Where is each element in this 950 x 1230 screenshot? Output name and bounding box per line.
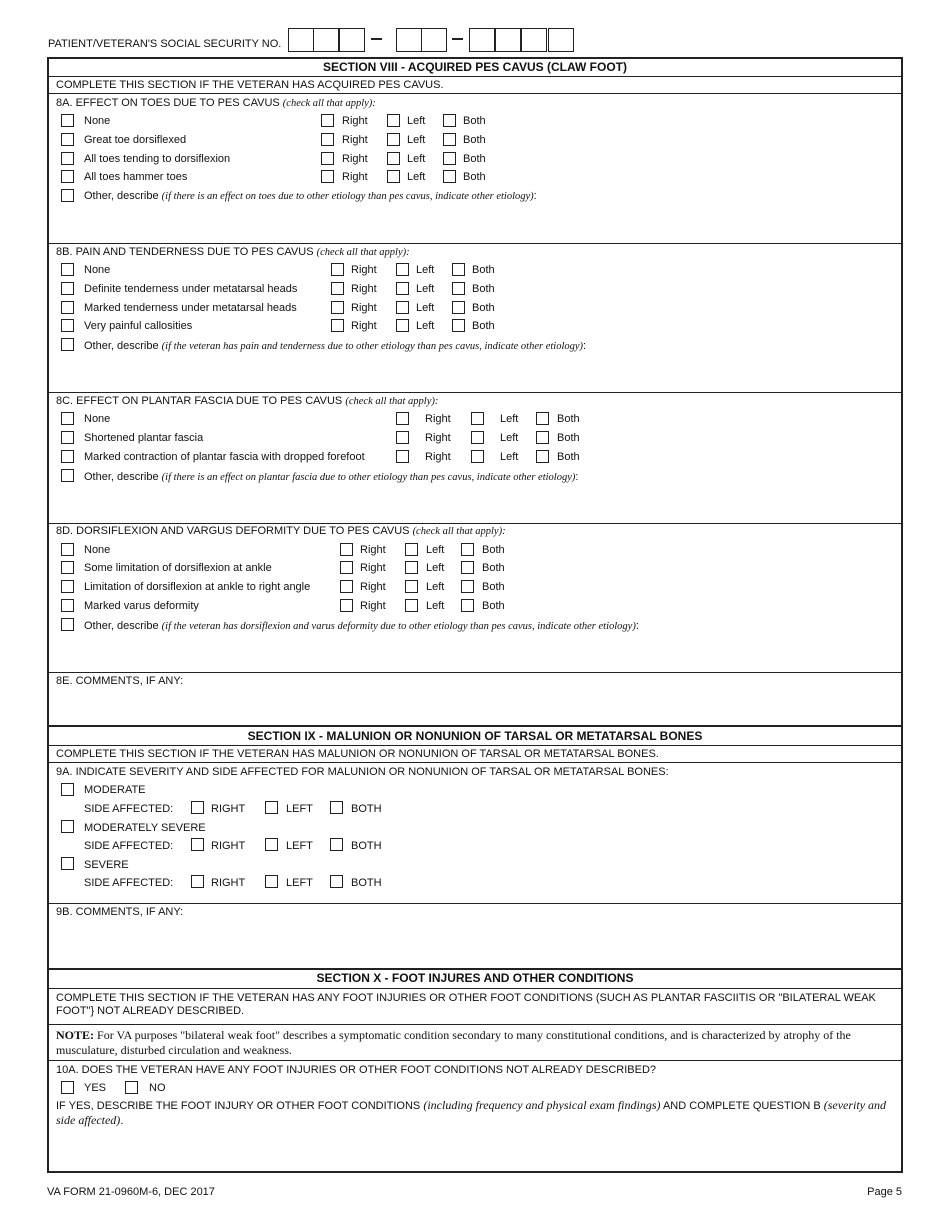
ssn-digit-box[interactable] [288, 28, 314, 52]
right-checkbox[interactable] [331, 263, 344, 276]
left-label: Left [426, 562, 445, 574]
ssn-digit-box[interactable] [421, 28, 447, 52]
q8b-none-checkbox[interactable] [61, 263, 74, 276]
right-checkbox[interactable] [331, 282, 344, 295]
both-checkbox[interactable] [536, 412, 549, 425]
right-label: Right [342, 153, 368, 165]
q8a-great-toe-checkbox[interactable] [61, 133, 74, 146]
q9b-title: 9B. COMMENTS, IF ANY: [56, 906, 184, 918]
section-8-title: SECTION VIII - ACQUIRED PES CAVUS (CLAW FOOT) [322, 60, 627, 74]
side-affected-label: SIDE AFFECTED: [84, 803, 174, 815]
q8c-title: 8C. EFFECT ON PLANTAR FASCIA DUE TO PES CAVUS (check all that apply): [56, 395, 439, 407]
right-checkbox[interactable] [321, 152, 334, 165]
both-label: Both [482, 562, 505, 574]
option-label: Some limitation of dorsiflexion at ankle [84, 562, 272, 574]
left-checkbox[interactable] [265, 801, 278, 814]
right-checkbox[interactable] [191, 838, 204, 851]
q8d-marked-varus-checkbox[interactable] [61, 599, 74, 612]
both-checkbox[interactable] [443, 133, 456, 146]
q8a-other-checkbox[interactable] [61, 189, 74, 202]
right-label: RIGHT [211, 803, 246, 815]
no-checkbox[interactable] [125, 1081, 138, 1094]
q8b-painful-callosities-checkbox[interactable] [61, 319, 74, 332]
both-label: BOTH [351, 877, 382, 889]
right-label: RIGHT [211, 840, 246, 852]
both-checkbox[interactable] [443, 152, 456, 165]
other-describe-label: Other, describe (if there is an effect on plantar fascia due to other etiology than pes cavus, indicate other etiology): [84, 471, 579, 483]
right-label: Right [360, 600, 386, 612]
severe-checkbox[interactable] [61, 857, 74, 870]
right-checkbox[interactable] [396, 431, 409, 444]
right-label: RIGHT [211, 877, 246, 889]
both-label: Both [472, 283, 495, 295]
both-checkbox[interactable] [330, 801, 343, 814]
section-10-note: NOTE: For VA purposes "bilateral weak foot" describes a symptomatic condition secondary to many constitutional conditions, and is characterized by atrophy of the musculature, disturbed circulation and weakness. [56, 1028, 851, 1057]
left-label: Left [407, 171, 426, 183]
both-checkbox[interactable] [461, 543, 474, 556]
option-label: All toes hammer toes [84, 171, 188, 183]
divider [48, 762, 902, 763]
right-label: Right [342, 171, 368, 183]
ssn-digit-box[interactable] [339, 28, 365, 52]
section-8-instruction: COMPLETE THIS SECTION IF THE VETERAN HAS ACQUIRED PES CAVUS. [56, 79, 444, 91]
divider [48, 523, 902, 524]
divider [48, 988, 902, 989]
both-label: Both [482, 581, 505, 593]
divider [48, 392, 902, 393]
ssn-digit-box[interactable] [495, 28, 521, 52]
q8b-marked-tenderness-checkbox[interactable] [61, 301, 74, 314]
left-label: Left [416, 264, 435, 276]
left-label: Left [426, 544, 445, 556]
side-affected-label: SIDE AFFECTED: [84, 877, 174, 889]
divider [48, 1024, 902, 1025]
side-affected-label: SIDE AFFECTED: [84, 840, 174, 852]
right-checkbox[interactable] [191, 875, 204, 888]
both-checkbox[interactable] [536, 431, 549, 444]
left-label: Left [407, 134, 426, 146]
both-checkbox[interactable] [461, 580, 474, 593]
option-label: Shortened plantar fascia [84, 432, 204, 444]
q8a-none-checkbox[interactable] [61, 114, 74, 127]
right-checkbox[interactable] [331, 301, 344, 314]
q9b-comments-field[interactable] [56, 921, 896, 966]
q10a-description-field[interactable] [56, 1130, 896, 1168]
divider [48, 76, 902, 77]
left-label: LEFT [286, 877, 313, 889]
left-label: Left [416, 302, 435, 314]
left-checkbox[interactable] [396, 263, 409, 276]
left-label: Left [416, 283, 435, 295]
q8c-other-checkbox[interactable] [61, 469, 74, 482]
option-label: None [84, 544, 111, 556]
left-label: Left [407, 115, 426, 127]
both-label: Both [557, 432, 580, 444]
ssn-digit-box[interactable] [313, 28, 339, 52]
left-label: Left [426, 600, 445, 612]
both-checkbox[interactable] [452, 263, 465, 276]
left-checkbox[interactable] [405, 543, 418, 556]
section-10-title: SECTION X - FOOT INJURES AND OTHER CONDITIONS [316, 971, 634, 985]
q8d-none-checkbox[interactable] [61, 543, 74, 556]
q10a-description: IF YES, DESCRIBE THE FOOT INJURY OR OTHER FOOT CONDITIONS (including frequency and physical exam findings) AND COMPLETE QUESTION B (severity and side affected). [56, 1098, 887, 1127]
right-label: Right [342, 134, 368, 146]
both-label: Both [472, 302, 495, 314]
right-checkbox[interactable] [396, 450, 409, 463]
q8b-title: 8B. PAIN AND TENDERNESS DUE TO PES CAVUS (check all that apply): [56, 246, 410, 258]
divider [48, 903, 902, 904]
both-checkbox[interactable] [461, 561, 474, 574]
q8a-hammer-toes-checkbox[interactable] [61, 170, 74, 183]
yes-checkbox[interactable] [61, 1081, 74, 1094]
both-label: Both [557, 451, 580, 463]
q8a-title: 8A. EFFECT ON TOES DUE TO PES CAVUS (check all that apply): [56, 97, 376, 109]
severity-label: MODERATELY SEVERE [84, 822, 206, 834]
both-checkbox[interactable] [452, 282, 465, 295]
left-label: Left [500, 451, 519, 463]
right-label: Right [351, 320, 377, 332]
left-checkbox[interactable] [387, 114, 400, 127]
divider [48, 93, 902, 94]
option-label: All toes tending to dorsiflexion [84, 153, 231, 165]
section-10-instruction: COMPLETE THIS SECTION IF THE VETERAN HAS ANY FOOT INJURIES OR OTHER FOOT CONDITIONS (SUCH AS PLANTAR FASCIITIS OR "BILATERAL WEAK FOOT"} NOT ALREADY DESCRIBED. [56, 992, 876, 1017]
right-label: Right [425, 432, 451, 444]
both-checkbox[interactable] [536, 450, 549, 463]
section-divider [48, 968, 902, 970]
option-label: Definite tenderness under metatarsal heads [84, 283, 298, 295]
ssn-digit-box[interactable] [469, 28, 495, 52]
left-label: LEFT [286, 840, 313, 852]
right-checkbox[interactable] [331, 319, 344, 332]
other-describe-label: Other, describe (if there is an effect on toes due to other etiology than pes cavus, indicate other etiology): [84, 190, 537, 202]
form-id: VA FORM 21-0960M-6, DEC 2017 [47, 1186, 215, 1198]
right-checkbox[interactable] [340, 543, 353, 556]
right-checkbox[interactable] [191, 801, 204, 814]
left-label: Left [407, 153, 426, 165]
q8d-title: 8D. DORSIFLEXION AND VARGUS DEFORMITY DUE TO PES CAVUS (check all that apply): [56, 525, 506, 537]
left-checkbox[interactable] [387, 152, 400, 165]
left-checkbox[interactable] [405, 580, 418, 593]
divider [48, 672, 902, 673]
other-describe-label: Other, describe (if the veteran has dorsiflexion and varus deformity due to other etiology than pes cavus, indicate other etiology): [84, 620, 639, 632]
q8c-marked-contraction-checkbox[interactable] [61, 450, 74, 463]
left-checkbox[interactable] [396, 282, 409, 295]
section-9-title: SECTION IX - MALUNION OR NONUNION OF TARSAL OR METATARSAL BONES [247, 729, 703, 743]
right-checkbox[interactable] [340, 580, 353, 593]
left-checkbox[interactable] [471, 412, 484, 425]
q8b-definite-tenderness-checkbox[interactable] [61, 282, 74, 295]
ssn-digit-box[interactable] [396, 28, 422, 52]
no-label: NO [149, 1082, 166, 1094]
left-label: Left [500, 413, 519, 425]
right-label: Right [351, 302, 377, 314]
both-checkbox[interactable] [461, 599, 474, 612]
divider [48, 745, 902, 746]
q8d-limitation-right-angle-checkbox[interactable] [61, 580, 74, 593]
left-checkbox[interactable] [405, 561, 418, 574]
moderately-severe-checkbox[interactable] [61, 820, 74, 833]
both-label: Both [472, 320, 495, 332]
option-label: Limitation of dorsiflexion at ankle to right angle [84, 581, 311, 593]
yes-label: YES [84, 1082, 107, 1094]
both-checkbox[interactable] [452, 301, 465, 314]
q10a-title: 10A. DOES THE VETERAN HAVE ANY FOOT INJURIES OR OTHER FOOT CONDITIONS NOT ALREADY DESCRIBED? [56, 1064, 657, 1076]
both-checkbox[interactable] [443, 170, 456, 183]
both-label: Both [463, 171, 486, 183]
both-label: BOTH [351, 840, 382, 852]
moderate-checkbox[interactable] [61, 783, 74, 796]
ssn-label: PATIENT/VETERAN'S SOCIAL SECURITY NO. [48, 38, 282, 50]
right-checkbox[interactable] [340, 599, 353, 612]
both-label: Both [463, 115, 486, 127]
ssn-digit-box[interactable] [548, 28, 574, 52]
left-label: Left [426, 581, 445, 593]
right-label: Right [360, 544, 386, 556]
q8d-some-limitation-checkbox[interactable] [61, 561, 74, 574]
q8c-none-checkbox[interactable] [61, 412, 74, 425]
q8a-all-toes-dorsiflexion-checkbox[interactable] [61, 152, 74, 165]
right-checkbox[interactable] [396, 412, 409, 425]
both-checkbox[interactable] [452, 319, 465, 332]
section-9-instruction: COMPLETE THIS SECTION IF THE VETERAN HAS MALUNION OR NONUNION OF TARSAL OR METATARSAL BONES. [56, 748, 659, 760]
q9a-title: 9A. INDICATE SEVERITY AND SIDE AFFECTED FOR MALUNION OR NONUNION OF TARSAL OR METATARSAL BONES: [56, 766, 669, 778]
both-label: Both [463, 153, 486, 165]
left-checkbox[interactable] [405, 599, 418, 612]
ssn-dash [371, 38, 382, 40]
right-label: Right [351, 264, 377, 276]
left-checkbox[interactable] [387, 133, 400, 146]
q8e-title: 8E. COMMENTS, IF ANY: [56, 675, 184, 687]
both-label: Both [482, 544, 505, 556]
right-label: Right [425, 413, 451, 425]
right-label: Right [360, 581, 386, 593]
left-label: Left [416, 320, 435, 332]
both-label: BOTH [351, 803, 382, 815]
right-label: Right [425, 451, 451, 463]
severity-label: MODERATE [84, 784, 146, 796]
left-checkbox[interactable] [471, 450, 484, 463]
right-checkbox[interactable] [321, 114, 334, 127]
left-checkbox[interactable] [387, 170, 400, 183]
option-label: Marked varus deformity [84, 600, 199, 612]
ssn-dash [452, 38, 463, 40]
both-checkbox[interactable] [330, 838, 343, 851]
severity-label: SEVERE [84, 859, 129, 871]
other-describe-label: Other, describe (if the veteran has pain and tenderness due to other etiology than pes cavus, indicate other etiology): [84, 340, 587, 352]
right-checkbox[interactable] [321, 133, 334, 146]
option-label: None [84, 413, 111, 425]
q8b-other-checkbox[interactable] [61, 338, 74, 351]
left-checkbox[interactable] [265, 838, 278, 851]
section-divider [48, 725, 902, 727]
left-checkbox[interactable] [471, 431, 484, 444]
right-label: Right [342, 115, 368, 127]
both-label: Both [482, 600, 505, 612]
q8c-shortened-fascia-checkbox[interactable] [61, 431, 74, 444]
left-label: Left [500, 432, 519, 444]
option-label: Great toe dorsiflexed [84, 134, 187, 146]
option-label: Marked contraction of plantar fascia with dropped forefoot [84, 451, 365, 463]
option-label: None [84, 115, 111, 127]
divider [48, 1060, 902, 1061]
both-label: Both [557, 413, 580, 425]
both-checkbox[interactable] [443, 114, 456, 127]
q8e-comments-field[interactable] [56, 690, 896, 722]
left-checkbox[interactable] [396, 319, 409, 332]
option-label: None [84, 264, 111, 276]
both-label: Both [463, 134, 486, 146]
option-label: Marked tenderness under metatarsal heads [84, 302, 297, 314]
page-number: Page 5 [867, 1186, 902, 1198]
right-checkbox[interactable] [340, 561, 353, 574]
option-label: Very painful callosities [84, 320, 193, 332]
ssn-digit-box[interactable] [521, 28, 547, 52]
right-checkbox[interactable] [321, 170, 334, 183]
right-label: Right [351, 283, 377, 295]
q8d-other-checkbox[interactable] [61, 618, 74, 631]
divider [48, 243, 902, 244]
left-checkbox[interactable] [396, 301, 409, 314]
both-checkbox[interactable] [330, 875, 343, 888]
both-label: Both [472, 264, 495, 276]
right-label: Right [360, 562, 386, 574]
left-label: LEFT [286, 803, 313, 815]
left-checkbox[interactable] [265, 875, 278, 888]
